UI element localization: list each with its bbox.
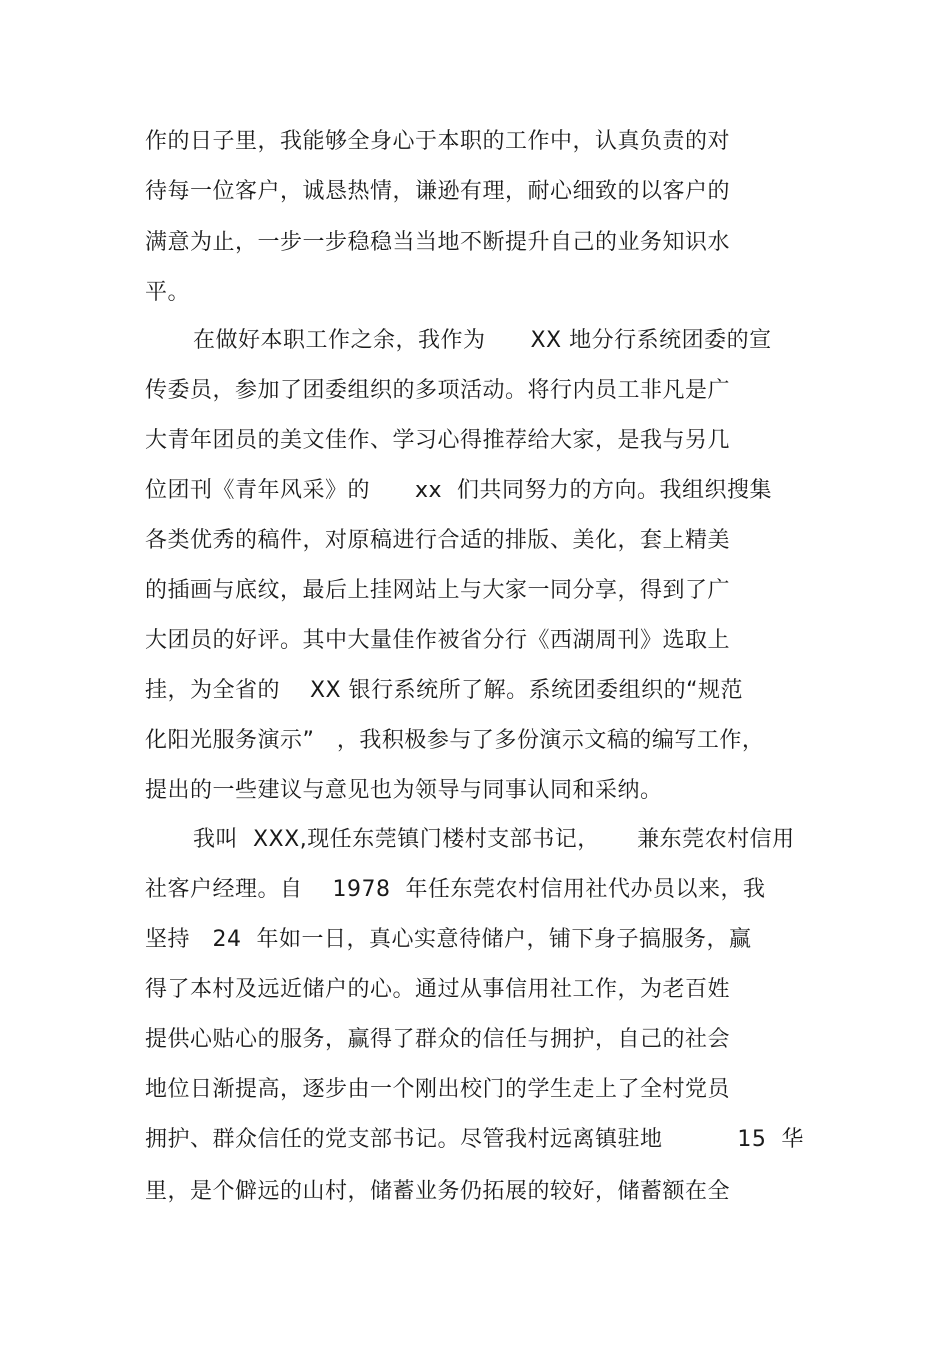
text-line: 满意为止，一步一步稳稳当当地不断提升自己的业务知识水 xyxy=(145,230,731,255)
text-line: 平。 xyxy=(145,280,191,305)
text-line: 里，是个僻远的山村，储蓄业务仍拓展的较好，储蓄额在全 xyxy=(145,1179,731,1204)
text-line: 拥护、群众信任的党支部书记。尽管我村远离镇驻地 15 华 xyxy=(145,1127,804,1152)
text-line: 作的日子里，我能够全身心于本职的工作中，认真负责的对 xyxy=(145,129,731,154)
text-line: 得了本村及远近储户的心。通过从事信用社工作，为老百姓 xyxy=(145,977,731,1002)
text-line: 传委员，参加了团委组织的多项活动。将行内员工非凡是广 xyxy=(145,378,731,403)
paragraph-first-line: 在做好本职工作之余，我作为 XX 地分行系统团委的宣 xyxy=(193,328,772,353)
text-line: 坚持 24 年如一日，真心实意待储户，铺下身子搞服务，赢 xyxy=(145,927,752,952)
text-line: 各类优秀的稿件，对原稿进行合适的排版、美化，套上精美 xyxy=(145,528,731,553)
text-line: 地位日渐提高，逐步由一个刚出校门的学生走上了全村党员 xyxy=(145,1077,731,1102)
text-line: 化阳光服务演示” ，我积极参与了多份演示文稿的编写工作， xyxy=(145,728,765,753)
text-line: 社客户经理。自 1978 年任东莞农村信用社代办员以来，我 xyxy=(145,877,766,902)
paragraph-first-line: 我叫 XXX,现任东莞镇门楼村支部书记， 兼东莞农村信用 xyxy=(193,827,795,852)
text-line: 位团刊《青年风采》的 xx 们共同努力的方向。我组织搜集 xyxy=(145,478,772,503)
text-line: 提出的一些建议与意见也为领导与同事认同和采纳。 xyxy=(145,778,663,803)
text-line: 待每一位客户，诚恳热情，谦逊有理，耐心细致的以客户的 xyxy=(145,179,731,204)
text-line: 大青年团员的美文佳作、学习心得推荐给大家，是我与另几 xyxy=(145,428,731,453)
text-line: 的插画与底纹，最后上挂网站上与大家一同分享，得到了广 xyxy=(145,578,731,603)
text-line: 提供心贴心的服务，赢得了群众的信任与拥护，自己的社会 xyxy=(145,1027,731,1052)
text-line: 挂，为全省的 XX 银行系统所了解。系统团委组织的“规范 xyxy=(145,678,744,703)
text-line: 大团员的好评。其中大量佳作被省分行《西湖周刊》选取上 xyxy=(145,628,731,653)
